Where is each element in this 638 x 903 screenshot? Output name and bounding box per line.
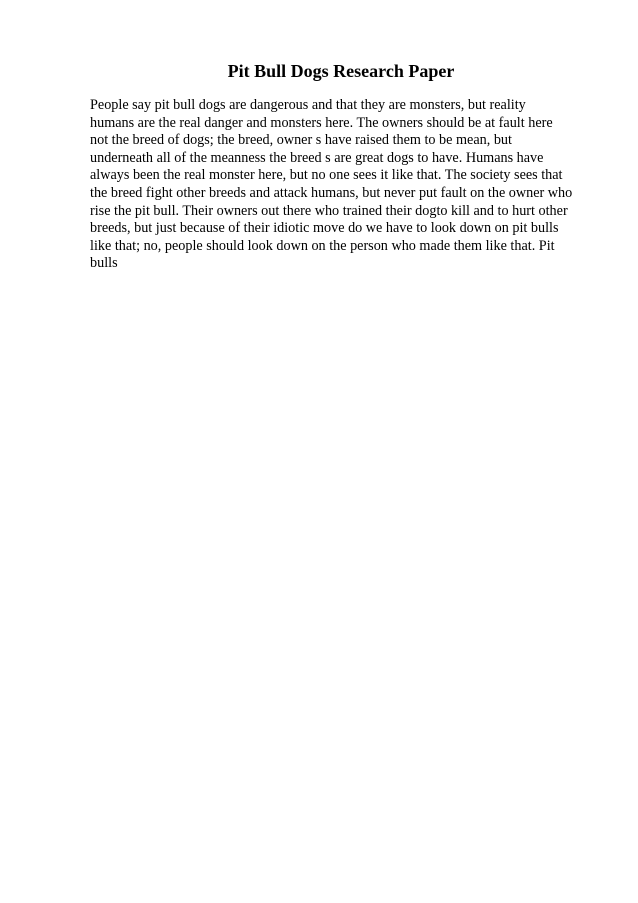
paragraph-line: rise the pit bull. Their owners out there who trained their dogto kill and to hurt other [90,202,568,219]
document-paragraph [90,97,600,273]
paragraph-line: People say pit bull dogs are dangerous and that they are monsters, but reality [90,97,526,113]
paragraph-line: humans are the real danger and monsters here. The owners should be at fault here [90,114,553,131]
paragraph-line: breeds, but just because of their idiotic move do we have to look down on pit bulls [90,220,559,237]
paragraph-line: underneath all of the meanness the breed s are great dogs to have. Humans have [90,149,544,166]
document-title: Pit Bull Dogs Research Paper [227,61,455,81]
paragraph-line: bulls [90,255,118,272]
paragraph-line: like that; no, people should look down on the person who made them like that. Pit [90,237,555,254]
paragraph-line: the breed fight other breeds and attack humans, but never put fault on the owner who [90,184,573,201]
paragraph-line: not the breed of dogs; the breed, owner s have raised them to be mean, but [90,132,512,149]
paragraph-line: always been the real monster here, but no one sees it like that. The society sees that [90,167,563,184]
